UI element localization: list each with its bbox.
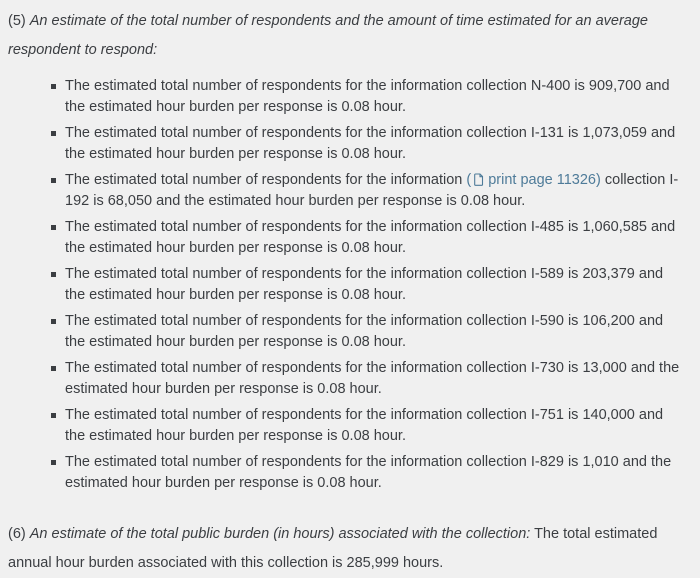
bullet-square-icon bbox=[51, 225, 56, 230]
respondent-list bbox=[8, 76, 682, 494]
list-item-n400 bbox=[65, 76, 682, 118]
paragraph-5-number: (5) bbox=[8, 13, 26, 29]
list-item-i192 bbox=[65, 170, 682, 212]
list-item-text: The estimated total number of respondents for the information collection I-131 is 1,073,059 and the estimated hour burden per response is 0.08 hour. bbox=[65, 125, 676, 162]
bullet-square-icon bbox=[51, 131, 56, 136]
list-item-i751 bbox=[65, 405, 682, 447]
paragraph-6-italic-text: An estimate of the total public burden (in hours) associated with the collection: bbox=[29, 526, 531, 542]
print-page-link-open-paren: ( bbox=[466, 172, 472, 188]
paragraph-6-number: (6) bbox=[8, 526, 26, 542]
bullet-square-icon bbox=[51, 413, 56, 418]
paragraph-6-regular-text: The total estimated annual hour burden associated with this collection is 285,999 hours. bbox=[8, 526, 658, 571]
list-item-i589 bbox=[65, 264, 682, 306]
bullet-square-icon bbox=[51, 460, 56, 465]
bullet-square-icon bbox=[51, 84, 56, 89]
list-item-text: The estimated total number of respondents for the information collection I-751 is 140,000 and the estimated hour burden per response is 0.08 hour. bbox=[65, 407, 664, 444]
list-item-text: The estimated total number of respondents for the information collection N-400 is 909,700 and the estimated hour burden per response is 0.08 hour. bbox=[65, 78, 670, 115]
list-item-text: The estimated total number of respondents for the information collection I-485 is 1,060,585 and the estimated hour burden per response is 0.08 hour. bbox=[65, 219, 676, 256]
list-item-i730 bbox=[65, 358, 682, 400]
list-item-text: The estimated total number of respondents for the information collection I-589 is 203,379 and the estimated hour burden per response is 0.08 hour. bbox=[65, 266, 664, 303]
list-item-text: The estimated total number of respondents for the information collection I-730 is 13,000 and the estimated hour burden per response is 0.08 hour. bbox=[65, 360, 680, 397]
list-item-text-after-link: collection I-192 is 68,050 and the estimated hour burden per response is 0.08 hour. bbox=[65, 172, 679, 209]
bullet-square-icon bbox=[51, 272, 56, 277]
print-page-link[interactable] bbox=[466, 172, 600, 188]
bullet-square-icon bbox=[51, 178, 56, 183]
list-item-i829 bbox=[65, 452, 682, 494]
document-page-icon bbox=[474, 173, 484, 186]
paragraph-5-italic-text: An estimate of the total number of respondents and the amount of time estimated for an average respondent to respond: bbox=[8, 13, 648, 58]
print-page-link-label: print page 11326 bbox=[488, 172, 597, 188]
list-item-text: The estimated total number of respondents for the information collection I-590 is 106,200 and the estimated hour burden per response is 0.08 hour. bbox=[65, 313, 664, 350]
bullet-square-icon bbox=[51, 319, 56, 324]
list-item-text-before-link: The estimated total number of respondents for the information bbox=[65, 172, 467, 188]
list-item-text: The estimated total number of respondents for the information collection I-829 is 1,010 and the estimated hour burden per response is 0.08 hour. bbox=[65, 454, 672, 491]
list-item-i590 bbox=[65, 311, 682, 353]
paragraph-5 bbox=[8, 7, 663, 65]
list-item-i131 bbox=[65, 123, 682, 165]
paragraph-6 bbox=[8, 520, 663, 578]
list-item-i485 bbox=[65, 217, 682, 259]
bullet-square-icon bbox=[51, 366, 56, 371]
print-page-link-close-paren: ) bbox=[596, 172, 601, 188]
